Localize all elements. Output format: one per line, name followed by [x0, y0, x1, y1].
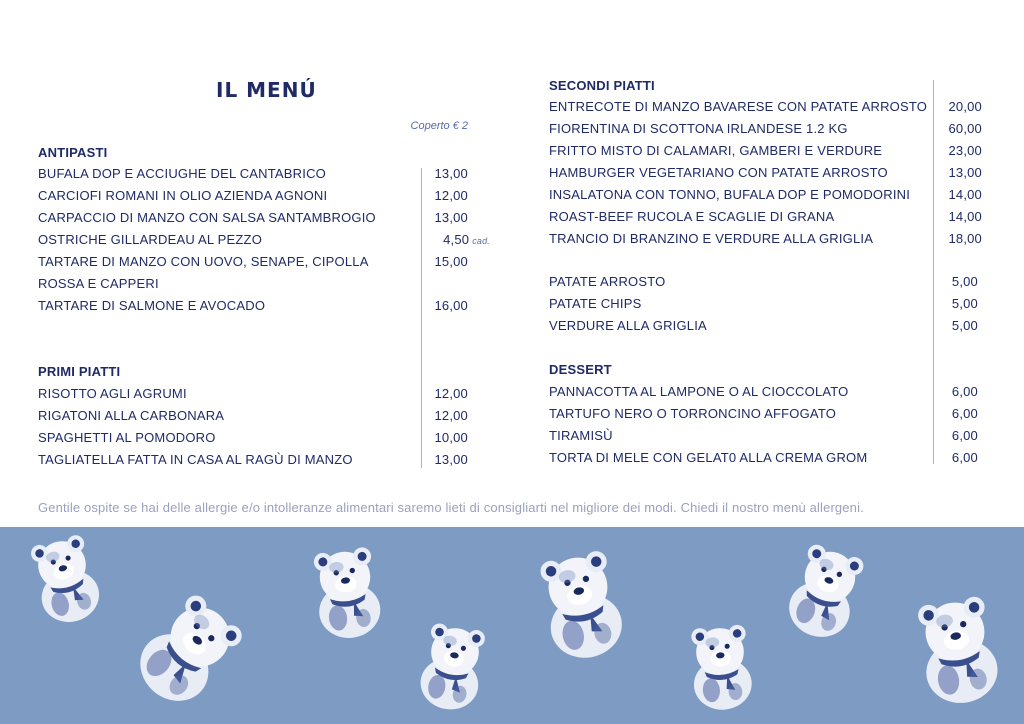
menu-item-price: [922, 228, 982, 250]
menu-item: [549, 293, 978, 315]
price-value: 10,00: [434, 430, 468, 445]
menu-item-name: CARCIOFI ROMANI IN OLIO AZIENDA AGNONI: [38, 188, 328, 203]
menu-item-name: VERDURE ALLA GRIGLIA: [549, 318, 707, 333]
menu-item: [38, 185, 490, 207]
menu-item: [549, 140, 982, 162]
price-value: 20,00: [948, 99, 982, 114]
menu-item-price: [408, 449, 468, 471]
menu-item: [38, 383, 468, 405]
menu-item-name: TAGLIATELLA FATTA IN CASA AL RAGÙ DI MANZO: [38, 452, 353, 467]
menu-item-price: [922, 184, 982, 206]
menu-item-price: [922, 118, 982, 140]
price-value: 12,00: [434, 386, 468, 401]
menu-item-price: [918, 425, 978, 447]
section-heading-antipasti: ANTIPASTI: [38, 145, 108, 160]
menu-item-price: [918, 271, 978, 293]
menu-item-price: [918, 315, 978, 337]
price-value: 6,00: [951, 428, 978, 443]
menu-item-price: [922, 96, 982, 118]
menu-item-price: [400, 229, 490, 252]
price-value: 13,00: [434, 166, 468, 181]
price-value: 6,00: [951, 384, 978, 399]
menu-item-price: [922, 162, 982, 184]
menu-item-name: TRANCIO DI BRANZINO E VERDURE ALLA GRIGLIA: [549, 231, 874, 246]
menu-item-price: [922, 140, 982, 162]
menu-item: [38, 295, 490, 317]
price-value: 13,00: [948, 165, 982, 180]
menu-item: [549, 381, 978, 403]
price-value: 13,00: [434, 210, 468, 225]
price-value: 4,50: [443, 232, 470, 247]
menu-item-name: PATATE ARROSTO: [549, 274, 666, 289]
menu-item: [38, 273, 490, 295]
menu-item-price: [918, 293, 978, 315]
menu-item-name: FIORENTINA DI SCOTTONA IRLANDESE 1.2 KG: [549, 121, 848, 136]
price-value: 12,00: [434, 188, 468, 203]
price-value: 6,00: [951, 406, 978, 421]
decorative-band: [0, 527, 1024, 724]
menu-item-name: TIRAMISÙ: [549, 428, 613, 443]
menu-item-price: [408, 295, 468, 317]
menu-item: [549, 162, 982, 184]
menu-item: [38, 207, 490, 229]
menu-item: [38, 449, 468, 471]
menu-item-price: [408, 383, 468, 405]
price-value: 12,00: [434, 408, 468, 423]
menu-item: [38, 405, 468, 427]
menu-item-name: OSTRICHE GILLARDEAU AL PEZZO: [38, 232, 263, 247]
menu-item-name: FRITTO MISTO DI CALAMARI, GAMBERI E VERDURE: [549, 143, 883, 158]
menu-item-name: PATATE CHIPS: [549, 296, 642, 311]
menu-item-name: BUFALA DOP E ACCIUGHE DEL CANTABRICO: [38, 166, 326, 181]
menu-item-name: TARTARE DI SALMONE E AVOCADO: [38, 298, 266, 313]
menu-item-name: ROAST-BEEF RUCOLA E SCAGLIE DI GRANA: [549, 209, 835, 224]
price-divider-left: [421, 168, 422, 468]
menu-item: [549, 271, 978, 293]
menu-item: [549, 118, 982, 140]
menu-item-name: TARTARE DI MANZO CON UOVO, SENAPE, CIPOLLA: [38, 254, 369, 269]
menu-item: [549, 403, 978, 425]
page-title: IL MENÚ: [216, 78, 317, 102]
price-value: 5,00: [951, 296, 978, 311]
menu-item: [38, 251, 490, 273]
menu-item: [549, 184, 982, 206]
price-value: 14,00: [948, 209, 982, 224]
menu-item: [549, 315, 978, 337]
menu-item: [38, 229, 490, 251]
menu-item-name: ENTRECOTE DI MANZO BAVARESE CON PATATE ARROSTO: [549, 99, 928, 114]
menu-item-name: TARTUFO NERO O TORRONCINO AFFOGATO: [549, 406, 837, 421]
menu-item: [549, 425, 978, 447]
price-value: 5,00: [951, 274, 978, 289]
menu-item-price: [408, 405, 468, 427]
menu-item-name: RIGATONI ALLA CARBONARA: [38, 408, 225, 423]
menu-item: [38, 163, 490, 185]
menu-item-price: [922, 206, 982, 228]
price-value: 13,00: [434, 452, 468, 467]
menu-item-price: [408, 185, 468, 207]
menu-item: [549, 447, 978, 469]
section-heading-dessert: DESSERT: [549, 362, 612, 377]
price-value: 6,00: [951, 450, 978, 465]
menu-item-price: [408, 163, 468, 185]
menu-item: [549, 206, 982, 228]
price-value: 23,00: [948, 143, 982, 158]
menu-item-price: [918, 447, 978, 469]
menu-item-price: [918, 381, 978, 403]
menu-item-price: [408, 251, 468, 273]
coperto-note: Coperto € 2: [410, 120, 468, 132]
menu-item-name: CARPACCIO DI MANZO CON SALSA SANTAMBROGIO: [38, 210, 376, 225]
section-heading-primi: PRIMI PIATTI: [38, 364, 121, 379]
menu-item-name: HAMBURGER VEGETARIANO CON PATATE ARROSTO: [549, 165, 888, 180]
price-unit: cad.: [472, 236, 490, 246]
menu-item-name: SPAGHETTI AL POMODORO: [38, 430, 216, 445]
menu-item-price: [918, 403, 978, 425]
menu-item-price: [408, 427, 468, 449]
menu-item: [549, 96, 982, 118]
menu-item-name: RISOTTO AGLI AGRUMI: [38, 386, 187, 401]
allergy-note: Gentile ospite se hai delle allergie e/o intolleranze alimentari saremo lieti di consigliarti nel migliore dei modi. Chiedi il nostro menù allergeni.: [38, 500, 864, 515]
price-value: 15,00: [434, 254, 468, 269]
menu-item-name: TORTA DI MELE CON GELAT0 ALLA CREMA GROM: [549, 450, 868, 465]
menu-item-price: [408, 207, 468, 229]
price-value: 14,00: [948, 187, 982, 202]
price-value: 16,00: [434, 298, 468, 313]
section-heading-secondi: SECONDI PIATTI: [549, 78, 655, 93]
price-value: 60,00: [948, 121, 982, 136]
menu-item-name: INSALATONA CON TONNO, BUFALA DOP E POMODORINI: [549, 187, 911, 202]
price-value: 5,00: [951, 318, 978, 333]
price-divider-right: [933, 80, 934, 464]
menu-item: [549, 228, 982, 250]
menu-item: [38, 427, 468, 449]
price-value: 18,00: [948, 231, 982, 246]
menu-item-name: PANNACOTTA AL LAMPONE O AL CIOCCOLATO: [549, 384, 849, 399]
teddy-bears-art: [0, 527, 1024, 724]
menu-item-name: ROSSA E CAPPERI: [38, 276, 159, 291]
